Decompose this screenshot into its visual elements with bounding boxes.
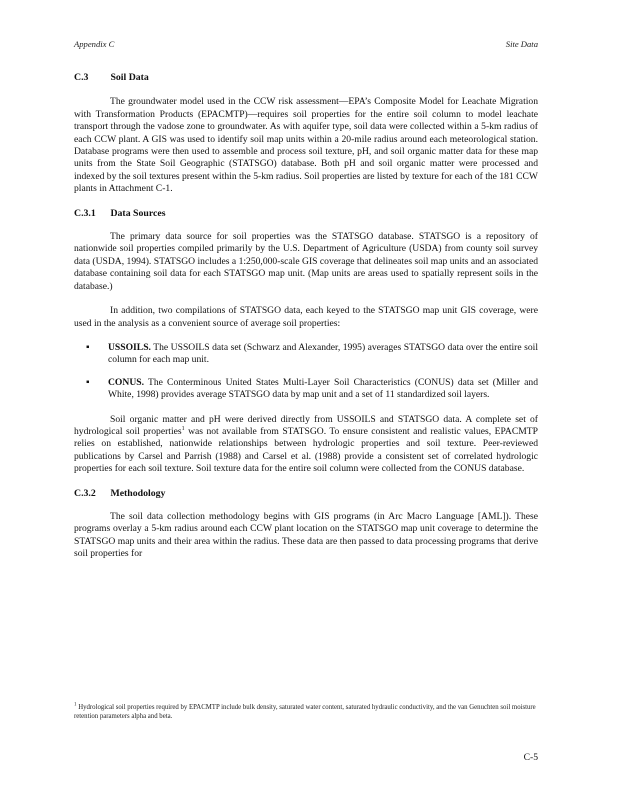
section-number: C.3 <box>74 72 89 83</box>
data-set-list <box>74 342 538 402</box>
running-header-right: Site Data <box>505 39 538 49</box>
square-bullet-icon: ▪ <box>86 341 90 353</box>
list-item-text: The USSOILS data set (Schwarz and Alexander, 1995) averages STATSGO data over the entire soil column for each map unit. <box>108 341 538 366</box>
page-body <box>74 72 538 573</box>
intro-paragraph: The groundwater model used in the CCW risk assessment—EPA’s Composite Model for Leachate Migration with Transformation Products (EPACMTP)—requires soil properties for the entire soil column to model leachate transport through the vadose zone to groundwater. As with aquifer type, soil data were collected within a 5-km radius of each CCW plant. A GIS was used to identify soil map units within a 20-mile radius around each meteorological station. Database programs were then used to assemble and process soil texture, pH, and soil organic matter data for these map units from the State Soil Geographic (STATSGO) database. Both pH and soil organic matter were processed and indexed by the soil textures present within the 5-km radius. Soil properties are listed by texture for each of the 181 CCW plants in Attachment C-1. <box>74 96 538 195</box>
subsection-number: C.3.1 <box>74 207 96 219</box>
derivation-paragraph <box>74 414 538 476</box>
section-title: Soil Data <box>110 72 149 83</box>
data-sources-paragraph: The primary data source for soil properties was the STATSGO database. STATSGO is a repository of nationwide soil properties compiled primarily by the U.S. Department of Agriculture (USDA) from county soil survey data (USDA, 1994). STATSGO includes a 1:250,000-scale GIS coverage that delineates soil map units and an associated database containing soil data for each STATSGO map unit. (Map units are areas used to spatially represent soils in the database.) <box>74 231 538 292</box>
footnote-reference[interactable]: 1 <box>181 425 185 432</box>
derivation-text-part1: Soil organic matter and pH were derived directly from USSOILS and STATSGO data. A complete set of hydrological soil properties <box>74 413 538 437</box>
subsection-number: C.3.2 <box>74 487 96 499</box>
subsection-title: Data Sources <box>110 207 166 219</box>
subsection-heading-data-sources <box>74 208 538 220</box>
subsection-heading-methodology <box>74 488 538 500</box>
list-item-conus <box>74 377 538 402</box>
derivation-text-part2: was not available from STATSGO. To ensure consistent and realistic values, EPACMTP relies on established, nationwide relationships between hydrologic properties and soil texture. Peer-reviewed publications by Carsel and Parrish (1988) and Carsel et al. (1988) provide a consistent set of correlated hydrologic properties for each soil texture. Soil texture data for the entire soil column were collected from the CONUS database. <box>74 425 538 475</box>
footnote <box>74 703 544 721</box>
list-item-term: USSOILS. <box>108 341 151 353</box>
footnote-text: Hydrological soil properties required by EPACMTP include bulk density, saturated water content, saturated hydraulic conductivity, and the van Genuchten soil moisture retention parameters alpha and beta. <box>74 704 536 720</box>
compilations-paragraph: In addition, two compilations of STATSGO data, each keyed to the STATSGO map unit GIS coverage, were used in the analysis as a convenient source of average soil properties: <box>74 305 538 329</box>
square-bullet-icon: ▪ <box>86 376 90 388</box>
list-item-term: CONUS. <box>108 376 144 388</box>
methodology-paragraph: The soil data collection methodology begins with GIS programs (in Arc Macro Language [AML]). These programs overlay a 5-km radius around each CCW plant location on the STATSGO map unit coverage to determine the STATSGO map units and their area within the radius. These data are then passed to data processing programs that derive soil properties for <box>74 510 538 560</box>
list-item-text: The Conterminous United States Multi-Layer Soil Characteristics (CONUS) data set (Miller and White, 1998) provides average STATSGO data by map unit and a set of 11 standardized soil layers. <box>108 376 538 401</box>
section-heading <box>74 72 538 84</box>
page-number: C-5 <box>523 752 538 763</box>
list-item-ussoils <box>74 342 538 367</box>
footnote-number: 1 <box>74 702 77 708</box>
subsection-title: Methodology <box>110 487 166 499</box>
running-header-left: Appendix C <box>74 39 115 49</box>
